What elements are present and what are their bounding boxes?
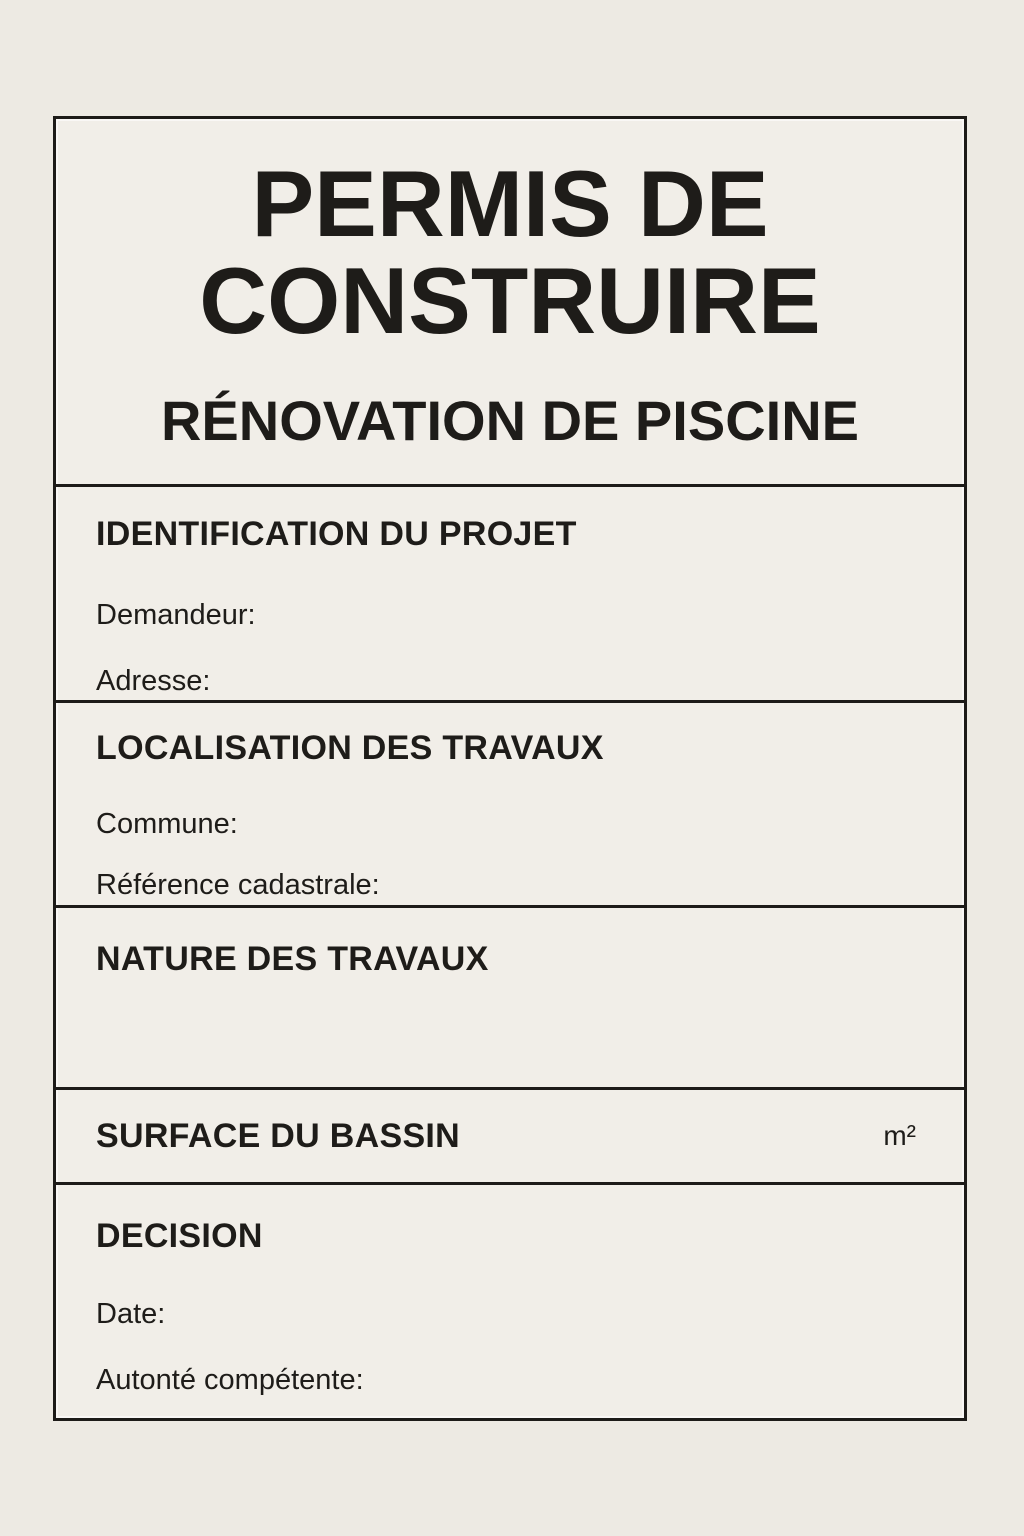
permit-title-line1: PERMIS DE <box>251 151 769 257</box>
field-label-adresse: Adresse: <box>96 665 211 697</box>
section-decision <box>56 1185 964 1418</box>
section-heading: SURFACE DU BASSIN <box>96 1116 461 1155</box>
section-heading: NATURE DES TRAVAUX <box>96 940 489 978</box>
permit-title-line2: CONSTRUIRE <box>199 248 821 353</box>
field-label-autorite-competente: Autonté compétente: <box>96 1364 364 1396</box>
permit-form-panel <box>53 116 967 1421</box>
surface-unit-label: m² <box>883 1120 916 1151</box>
field-label-demandeur: Demandeur: <box>96 599 256 631</box>
title-section <box>56 119 964 487</box>
section-heading: IDENTIFICATION DU PROJET <box>96 515 577 553</box>
section-heading: LOCALISATION DES TRAVAUX <box>96 729 604 767</box>
section-identification-du-projet <box>56 487 964 703</box>
section-heading: DECISION <box>96 1217 263 1255</box>
field-label-reference-cadastrale: Référence cadastrale: <box>96 869 380 901</box>
section-nature-des-travaux <box>56 908 964 1090</box>
permit-subtitle: RÉNOVATION DE PISCINE <box>160 388 859 452</box>
section-surface-du-bassin <box>56 1090 964 1185</box>
field-label-date: Date: <box>96 1298 166 1330</box>
field-label-commune: Commune: <box>96 808 238 840</box>
section-localisation-des-travaux <box>56 703 964 908</box>
